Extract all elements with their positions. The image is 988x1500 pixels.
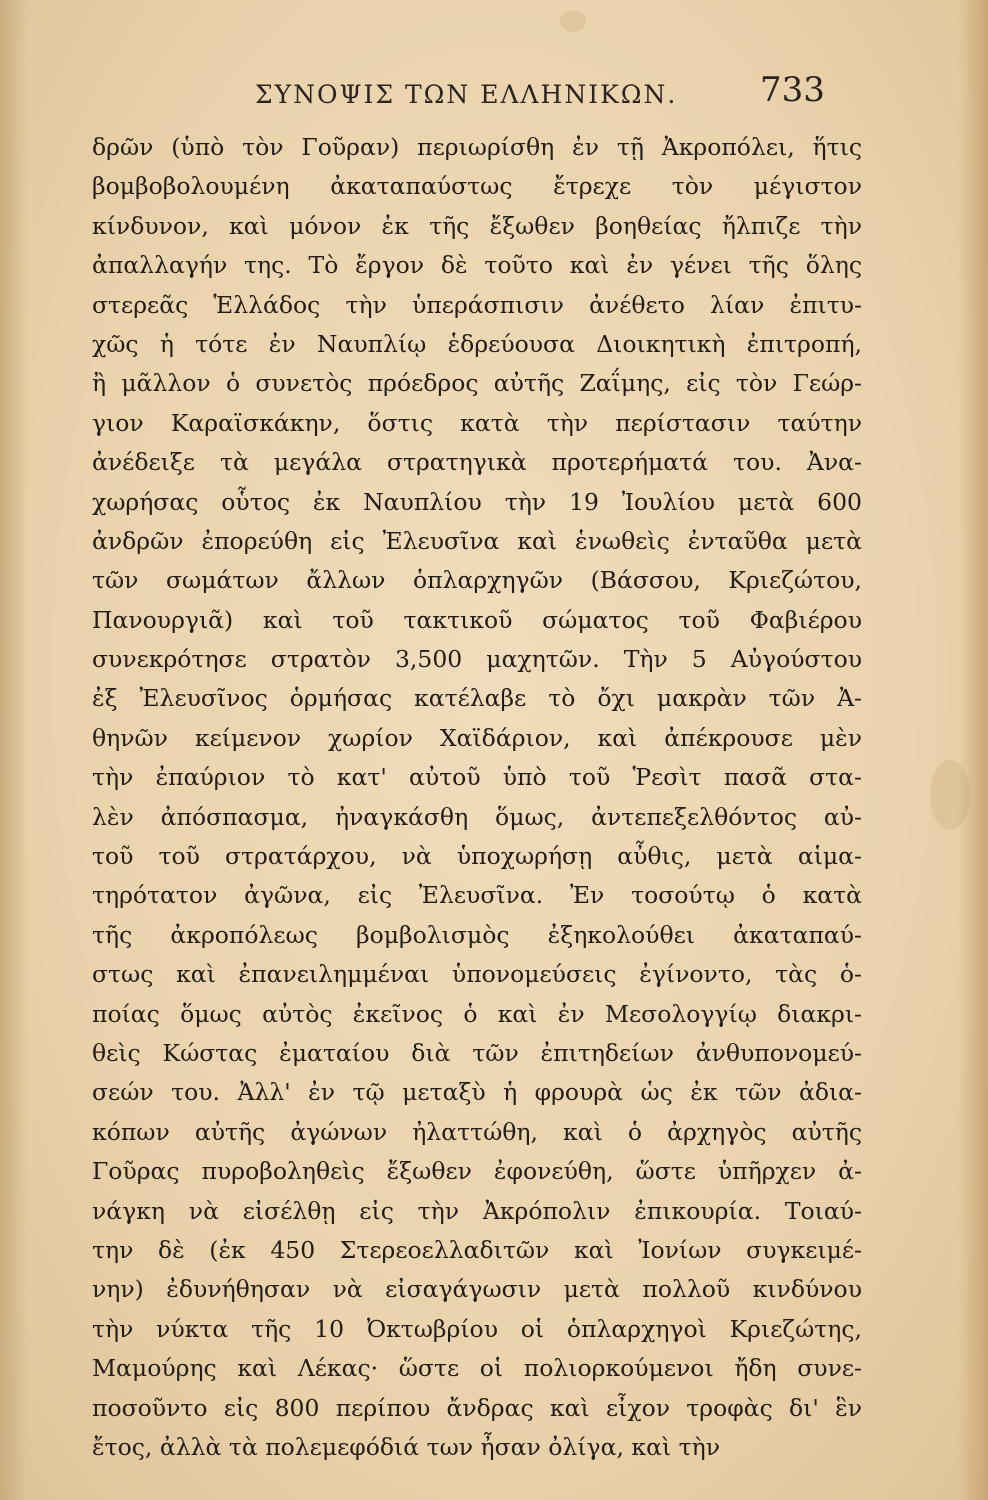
- text-line: κόπων αὐτῆς ἀγώνων ἠλαττώθη, καὶ ὁ ἀρχηγὸς αὐτῆς: [92, 1117, 862, 1146]
- body-text: [92, 128, 862, 1467]
- text-line: Πανουργιᾶ) καὶ τοῦ τακτικοῦ σώματος τοῦ Φαβιέρου: [92, 605, 862, 634]
- text-line: δρῶν (ὑπὸ τὸν Γοῦραν) περιωρίσθη ἐν τῇ Ἀκροπόλει, ἥτις: [92, 133, 862, 161]
- text-line: ἀνδρῶν ἐπορεύθη εἰς Ἐλευσῖνα καὶ ἑνωθεὶς ἐνταῦθα μετὰ: [92, 526, 862, 555]
- text-line: τῆς ἀκροπόλεως βομβολισμὸς ἐξηκολούθει ἀκαταπαύ-: [92, 920, 862, 949]
- paper-stain: [930, 760, 970, 830]
- text-line: βομβοβολουμένη ἀκαταπαύστως ἔτρεχε τὸν μέγιστον: [92, 172, 862, 201]
- text-line: νην) ἐδυνήθησαν νὰ εἰσαγάγωσιν μετὰ πολλοῦ κινδύνου: [92, 1275, 862, 1304]
- text-line: σεών του. Ἀλλ' ἐν τῷ μεταξὺ ἡ φρουρὰ ὡς ἐκ τῶν ἀδια-: [92, 1078, 862, 1107]
- text-line: χωρήσας οὗτος ἐκ Ναυπλίου τὴν 19 Ἰουλίου μετὰ 600: [92, 487, 862, 516]
- text-line: συνεκρότησε στρατὸν 3,500 μαχητῶν. Τὴν 5 Αὐγούστου: [92, 645, 862, 674]
- text-line: ἀπαλλαγήν της. Τὸ ἔργον δὲ τοῦτο καὶ ἐν γένει τῆς ὅλης: [92, 251, 862, 280]
- text-line: Μαμούρης καὶ Λέκας· ὥστε οἱ πολιορκούμενοι ἤδη συνε-: [92, 1354, 862, 1383]
- text-line: στως καὶ ἐπανειλημμέναι ὑπονομεύσεις ἐγίνοντο, τὰς ὁ-: [92, 960, 862, 989]
- text-line: γιον Καραϊσκάκην, ὅστις κατὰ τὴν περίστασιν ταύτην: [92, 408, 862, 437]
- text-line: κίνδυνον, καὶ μόνον ἐκ τῆς ἔξωθεν βοηθείας ἤλπιζε τὴν: [92, 211, 862, 240]
- text-line: ἢ μᾶλλον ὁ συνετὸς πρόεδρος αὐτῆς Ζαΐμης, εἰς τὸν Γεώρ-: [92, 369, 862, 398]
- page-number: 733: [760, 70, 825, 110]
- text-line: λὲν ἀπόσπασμα, ἠναγκάσθη ὅμως, ἀντεπεξελθόντος αὐ-: [92, 802, 862, 831]
- text-line: νάγκη νὰ εἰσέλθῃ εἰς τὴν Ἀκρόπολιν ἐπικουρία. Τοιαύ-: [92, 1196, 862, 1225]
- text-line: ἔτος, ἀλλὰ τὰ πολεμεφόδιά των ἦσαν ὀλίγα, καὶ τὴν: [92, 1432, 720, 1461]
- text-line: τῶν σωμάτων ἄλλων ὁπλαρχηγῶν (Βάσσου, Κριεζώτου,: [92, 566, 862, 595]
- text-line: στερεᾶς Ἑλλάδος τὴν ὑπεράσπισιν ἀνέθετο λίαν ἐπιτυ-: [92, 290, 862, 319]
- page-header: [0, 62, 988, 122]
- text-line: ἀνέδειξε τὰ μεγάλα στρατηγικὰ προτερήματά του. Ἀνα-: [92, 448, 862, 477]
- text-line: την δὲ (ἐκ 450 Στερεοελλαδιτῶν καὶ Ἰονίων συγκειμέ-: [92, 1235, 862, 1264]
- text-line: Γοῦρας πυροβοληθεὶς ἔξωθεν ἐφονεύθη, ὥστε ὑπῆρχεν ἀ-: [92, 1157, 862, 1186]
- text-line: τὴν ἐπαύριον τὸ κατ' αὐτοῦ ὑπὸ τοῦ Ῥεσὶτ πασᾶ στα-: [92, 763, 862, 792]
- page-edge-shadow-left: [0, 0, 28, 1500]
- text-line: τοῦ τοῦ στρατάρχου, νὰ ὑποχωρήσῃ αὖθις, μετὰ αἱμα-: [92, 842, 862, 871]
- running-title: ΣΥΝΟΨΙΣ ΤΩΝ ΕΛΛΗΝΙΚΩΝ.: [255, 80, 678, 109]
- text-line: ποσοῦντο εἰς 800 περίπου ἄνδρας καὶ εἶχον τροφὰς δι' ἓν: [92, 1393, 862, 1422]
- paper-stain: [560, 10, 586, 32]
- page-edge-shadow-right: [958, 0, 988, 1500]
- text-line: ἐξ Ἐλευσῖνος ὁρμήσας κατέλαβε τὸ ὄχι μακρὰν τῶν Ἀ-: [92, 684, 862, 713]
- text-line: χῶς ἡ τότε ἐν Ναυπλίῳ ἑδρεύουσα Διοικητικὴ ἐπιτροπή,: [92, 329, 862, 358]
- text-line: ποίας ὅμως αὐτὸς ἐκεῖνος ὁ καὶ ἐν Μεσολογγίῳ διακρι-: [92, 999, 862, 1028]
- text-line: θηνῶν κείμενον χωρίον Χαϊδάριον, καὶ ἀπέκρουσε μὲν: [92, 723, 862, 752]
- text-line: τηρότατον ἀγῶνα, εἰς Ἐλευσῖνα. Ἐν τοσούτῳ ὁ κατὰ: [92, 881, 862, 910]
- text-line: θεὶς Κώστας ἐματαίου διὰ τῶν ἐπιτηδείων ἀνθυπονομεύ-: [92, 1038, 862, 1067]
- text-line: τὴν νύκτα τῆς 10 Ὀκτωβρίου οἱ ὁπλαρχηγοὶ Κριεζώτης,: [92, 1314, 862, 1343]
